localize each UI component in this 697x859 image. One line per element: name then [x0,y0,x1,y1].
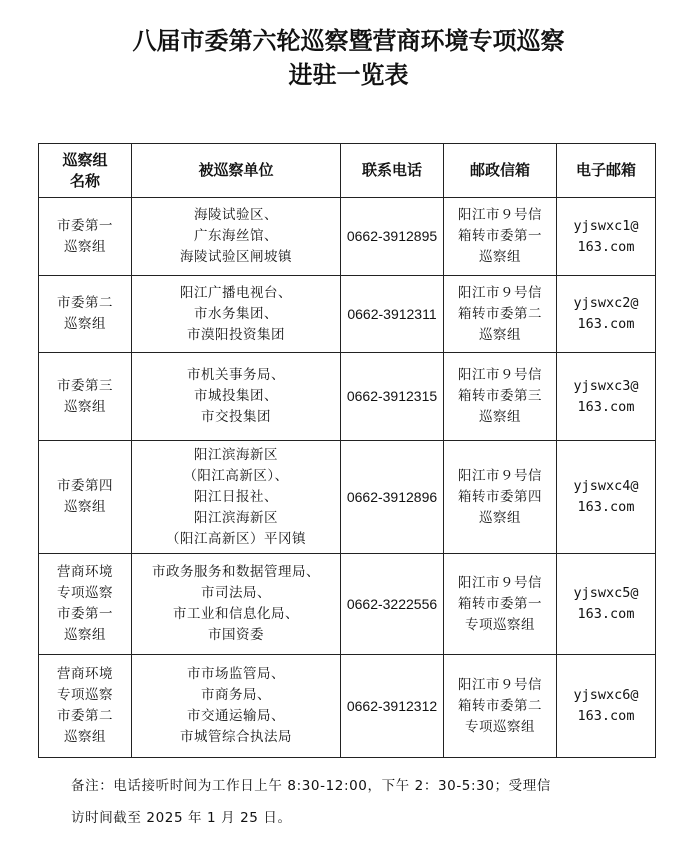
units-cell: 市市场监管局、 市商务局、 市交通运输局、 市城管综合执法局 [132,655,341,758]
group-cell: 市委第二 巡察组 [39,276,132,353]
header-group: 巡察组 名称 [39,144,132,198]
table-row [39,353,656,441]
mailbox-cell: 阳江市９号信 箱转市委第二 巡察组 [444,276,557,353]
mailbox-cell: 阳江市９号信 箱转市委第二 专项巡察组 [444,655,557,758]
table-header-row [39,144,656,198]
table-row [39,276,656,353]
table-row [39,554,656,655]
mailbox-cell: 阳江市９号信 箱转市委第三 巡察组 [444,353,557,441]
email-cell: yjswxc2@ 163.com [557,276,656,353]
units-cell: 海陵试验区、 广东海丝馆、 海陵试验区闸坡镇 [132,198,341,276]
table-row [39,655,656,758]
phone-cell: 0662-3912895 [341,198,444,276]
group-cell: 市委第四 巡察组 [39,441,132,554]
title-line-1: 八届市委第六轮巡察暨营商环境专项巡察 [132,26,565,55]
mailbox-cell: 阳江市９号信 箱转市委第一 专项巡察组 [444,554,557,655]
group-cell: 市委第一 巡察组 [39,198,132,276]
units-cell: 市机关事务局、 市城投集团、 市交投集团 [132,353,341,441]
email-cell: yjswxc3@ 163.com [557,353,656,441]
table-row [39,198,656,276]
header-email: 电子邮箱 [557,144,656,198]
units-cell: 阳江滨海新区 （阳江高新区）、 阳江日报社、 阳江滨海新区 （阳江高新区）平冈镇 [132,441,341,554]
phone-cell: 0662-3912315 [341,353,444,441]
email-cell: yjswxc1@ 163.com [557,198,656,276]
footnote [71,770,651,834]
inspection-table [38,143,656,758]
units-cell: 市政务服务和数据管理局、 市司法局、 市工业和信息化局、 市国资委 [132,554,341,655]
group-cell: 营商环境 专项巡察 市委第二 巡察组 [39,655,132,758]
mailbox-cell: 阳江市９号信 箱转市委第一 巡察组 [444,198,557,276]
group-cell: 营商环境 专项巡察 市委第一 巡察组 [39,554,132,655]
header-unit: 被巡察单位 [132,144,341,198]
header-phone: 联系电话 [341,144,444,198]
phone-cell: 0662-3222556 [341,554,444,655]
email-cell: yjswxc4@ 163.com [557,441,656,554]
email-cell: yjswxc6@ 163.com [557,655,656,758]
document-title [0,24,697,92]
phone-cell: 0662-3912896 [341,441,444,554]
mailbox-cell: 阳江市９号信 箱转市委第四 巡察组 [444,441,557,554]
footnote-line-1: 备注：电话接听时间为工作日上午 8:30-12:00，下午 2：30-5:30；受理信 [71,778,551,794]
table-row [39,441,656,554]
title-line-2: 进驻一览表 [288,60,409,89]
phone-cell: 0662-3912311 [341,276,444,353]
group-cell: 市委第三 巡察组 [39,353,132,441]
email-cell: yjswxc5@ 163.com [557,554,656,655]
header-mailbox: 邮政信箱 [444,144,557,198]
units-cell: 阳江广播电视台、 市水务集团、 市漠阳投资集团 [132,276,341,353]
phone-cell: 0662-3912312 [341,655,444,758]
footnote-line-2: 访时间截至 2025 年 1 月 25 日。 [71,810,292,826]
